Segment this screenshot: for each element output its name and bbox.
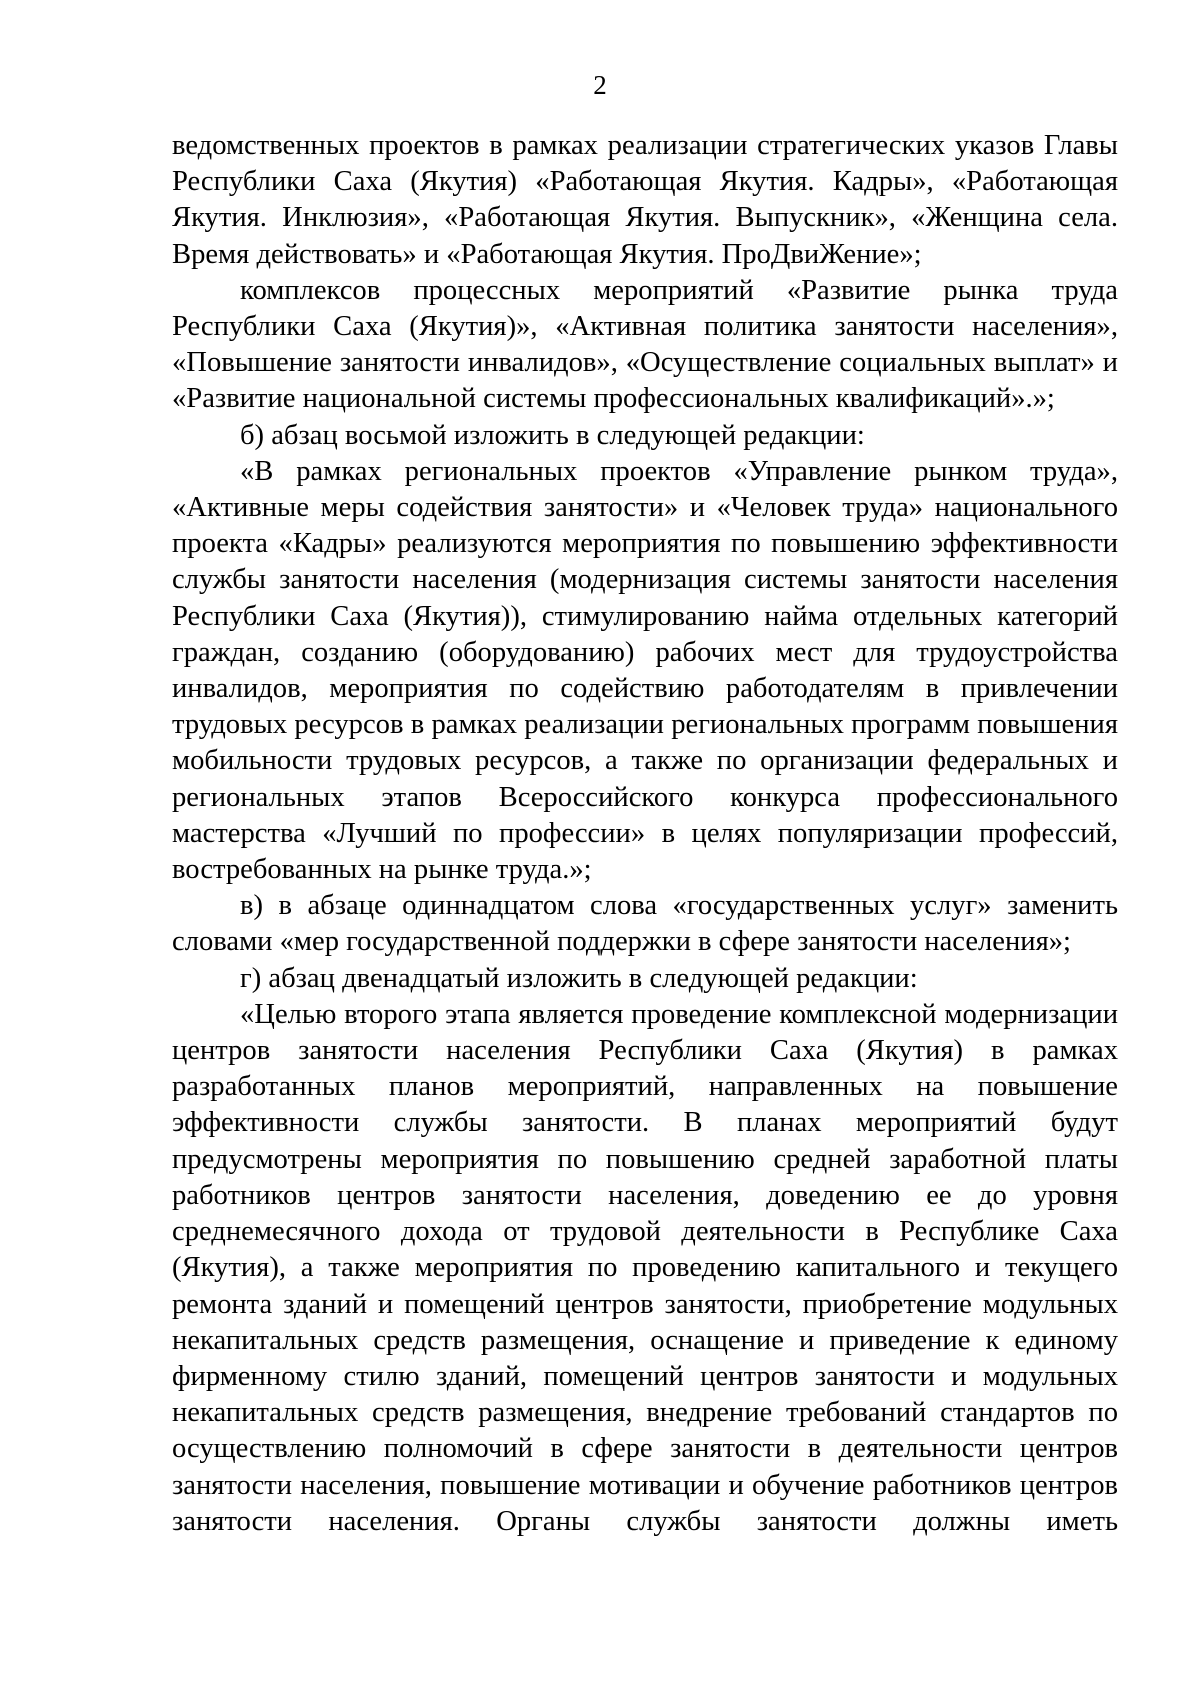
document-body xyxy=(172,128,1118,1540)
paragraph-item-b: б) абзац восьмой изложить в следующей редакции: xyxy=(240,419,865,451)
page-number: 2 xyxy=(593,70,607,100)
paragraph-item-g: г) абзац двенадцатый изложить в следующей редакции: xyxy=(240,962,918,994)
paragraph-process-measures-complexes: комплексов процессных мероприятий «Развитие рынка труда Республики Саха (Якутия)», «Активная политика занятости населения», «Повышение занятости инвалидов», «Осуществление социальных выплат» и «Развитие национальной системы профессиональных квалификаций».»; xyxy=(172,274,1118,415)
paragraph-continuation-departmental-projects: ведомственных проектов в рамках реализации стратегических указов Главы Республики Саха (Якутия) «Работающая Якутия. Кадры», «Работающая Якутия. Инклюзия», «Работающая Якутия. Выпускник», «Женщина села. Время действовать» и «Работающая Якутия. ПроДвиЖение»; xyxy=(172,130,1118,270)
paragraph-item-v: в) в абзаце одиннадцатом слова «государственных услуг» заменить словами «мер государственной поддержки в сфере занятости населения»; xyxy=(172,890,1118,958)
paragraph-regional-projects-quote: «В рамках региональных проектов «Управление рынком труда», «Активные меры содействия занятости» и «Человек труда» национального проекта «Кадры» реализуются мероприятия по повышению эффективности службы занятости населения (модернизация системы занятости населения Республики Саха (Якутия)), стимулированию найма отдельных категорий граждан, созданию (оборудованию) рабочих мест для трудоустройства инвалидов, мероприятия по содействию работодателям в привлечении трудовых ресурсов в рамках реализации региональных программ повышения мобильности трудовых ресурсов, а также по организации федеральных и региональных этапов Всероссийского конкурса профессионального мастерства «Лучший по профессии» в целях популяризации профессий, востребованных на рынке труда.»; xyxy=(172,455,1118,886)
paragraph-second-stage-goal: «Целью второго этапа является проведение комплексной модернизации центров занятости населения Республики Саха (Якутия) в рамках разработанных планов мероприятий, направленных на повышение эффективности службы занятости. В планах мероприятий будут предусмотрены мероприятия по повышению средней заработной платы работников центров занятости населения, доведению ее до уровня среднемесячного дохода от трудовой деятельности в Республике Саха (Якутия), а также мероприятия по проведению капитального и текущего ремонта зданий и помещений центров занятости, приобретение модульных некапитальных средств размещения, оснащение и приведение к единому фирменному стилю зданий, помещений центров занятости и модульных некапитальных средств размещения, внедрение требований стандартов по осуществлению полномочий в сфере занятости в деятельности центров занятости населения, повышение мотивации и обучение работников центров занятости населения. Органы службы занятости должны иметь xyxy=(172,998,1118,1537)
